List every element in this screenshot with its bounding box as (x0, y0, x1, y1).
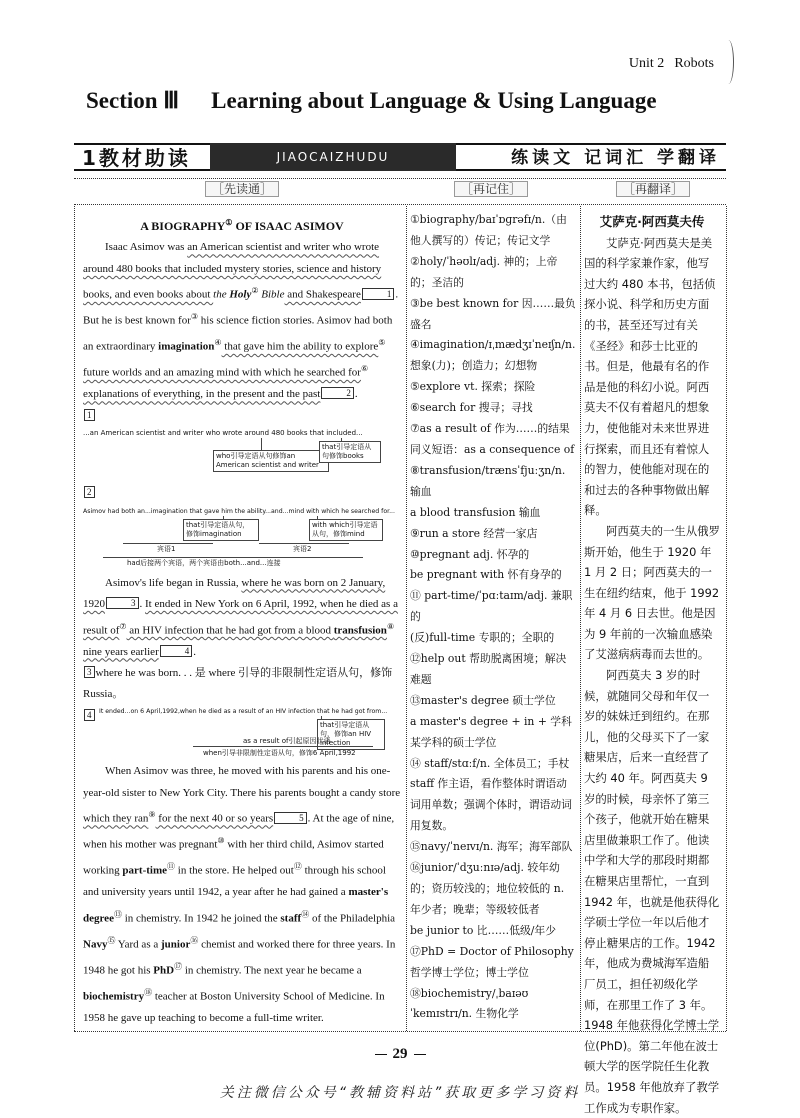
analysis-marker-2: 2 (84, 486, 95, 498)
note-marker: ① (225, 218, 233, 227)
left-border (74, 206, 75, 1031)
note-marker: ⑥ (360, 364, 369, 374)
vocab-entry: ⑮navy/ˈneɪvɪ/n. 海军；海军部队 (410, 840, 573, 854)
note-marker: ⑬ (113, 909, 122, 919)
text-run: in chemistry. The next year he became a (182, 964, 362, 977)
text-run: of the Philadelphia (309, 912, 396, 925)
text-run: the (213, 288, 230, 301)
diagram-note: who引导定语从句修饰an American scientist and writer (213, 450, 329, 472)
vocab-entry: a blood transfusion 输血 (410, 505, 541, 519)
vocab-column (410, 210, 576, 1025)
text-run: and Shakespeare (284, 288, 361, 301)
article-title-rest: OF ISAAC ASIMOV (232, 219, 344, 233)
text-run: that gave him the ability to explore (221, 341, 379, 353)
section-title (86, 88, 714, 114)
diagram-note: that引导定语从句，修饰imagination (183, 519, 259, 541)
vocab-entry: be junior to 比……低级/年少 (410, 923, 557, 937)
vocab-word: junior (160, 938, 191, 951)
vocab-word: master's degree (83, 886, 389, 925)
note-marker: ④ (214, 338, 222, 348)
text-run: . But he is best known for (83, 288, 399, 327)
note-marker: ⑦ (119, 621, 127, 631)
diagram-note: when引导非限制性定语从句，修饰6 April,1992 (203, 749, 356, 758)
vocab-entry: ⑰PhD = Doctor of Philosophy 哲学博士学位；博士学位 (410, 944, 574, 979)
text-run: explanations of everything, in the present and the past (83, 388, 321, 401)
running-header (629, 56, 714, 72)
page-number (0, 1046, 800, 1063)
text-run: where he was born on 2 January, 1920 (83, 576, 386, 611)
vocab-word: PhD (153, 964, 175, 977)
note-marker: ⑭ (301, 909, 310, 919)
dash-right (414, 1054, 426, 1055)
column-divider-1 (406, 206, 407, 1031)
note-marker: ⑰ (174, 961, 183, 971)
vocab-word: imagination (158, 341, 215, 353)
diagram-note: with which引导定语从句，修饰mind (309, 519, 383, 541)
text-run: an American scientist and writer who wrote around 480 books that included mystery stories, science and history books, and even books about (83, 241, 382, 301)
text-run: chemist and worked there for three years. In 1948 he got his (83, 938, 396, 977)
diagram-note: 宾语2 (293, 544, 312, 553)
note-marker: ⑮ (107, 935, 116, 945)
vocab-entry: ②holy/ˈhəʊlɪ/adj. 神的；上帝的；圣洁的 (410, 254, 558, 289)
analysis-marker-3: 3 (84, 666, 95, 678)
vocab-entry: ③be best known for 因……最负盛名 (410, 296, 576, 331)
translation-paragraph-1: 艾萨克·阿西莫夫是美国的科学家兼作家，他写过大约 480 本书，包括侦探小说、科学和历史方面的书，甚至还写过有关《圣经》和莎士比亚的书。但是，他最有名的作品是他的科幻小说。阿西莫夫不仅有着超凡的想象力，使他能对未来世界进行探索，而且还有着惊人的智力，使他能对现在的和过去的各种事物做出解释。 (584, 235, 716, 518)
diagram-note: 宾语1 (157, 544, 176, 553)
diagram-line (193, 746, 373, 747)
vocab-entry: ⑬master's degree 硕士学位 (410, 693, 556, 707)
text-run: his science fiction stories. Asimov had both an extraordinary (83, 314, 393, 353)
diagram-line (123, 543, 213, 544)
banner-left: 1教材助读 (74, 143, 210, 171)
vocab-entry: be pregnant with 怀有身孕的 (410, 568, 562, 582)
banner (74, 143, 726, 171)
topic-label: Robots (674, 56, 714, 71)
text-run: teacher at Boston University School of Medicine. In 1958 he gave up teaching to become a full-time writer. (83, 990, 385, 1024)
text-run: . (139, 598, 145, 611)
note-marker: ⑤ (378, 338, 386, 348)
text-run: in chemistry. In 1942 he joined the (121, 912, 281, 925)
vocab-entry: ⑱biochemistry/ˌbaɪəʊˈkemɪstrɪ/n. 生物化学 (410, 986, 529, 1021)
text-run: an HIV infection that he had got from a blood (126, 624, 334, 637)
translation-column (584, 212, 720, 1118)
vocab-word: biochemistry (83, 990, 145, 1003)
note-marker: ⑪ (167, 862, 176, 872)
text-run: It ended in New York on 6 April, 1992, when he died as a result of (83, 598, 398, 637)
note-3-text: where he was born. . . 是 where 引导的非限制性定语从句，修饰 Russia。 (83, 666, 393, 701)
head-divider (74, 204, 726, 205)
right-border (726, 206, 727, 1031)
vocab-word: transfusion (333, 624, 387, 637)
dash-left (375, 1054, 387, 1055)
diagram-sentence: Asimov had both an...imagination that gave him the ability...and...mind with which he searched for... (83, 507, 395, 515)
translation-paragraph-2: 阿西莫夫的一生从俄罗斯开始，他生于 1920 年 1 月 2 日；阿西莫夫的一生在纽约结束，他于 1992 年 4 月 6 日去世。他是因为 9 年前的一次输血感染了艾滋病病毒而去世的。 (584, 523, 720, 662)
text-run: through his school and university years until 1942, a year after he had gained a (83, 864, 386, 899)
analysis-diagram-2 (83, 507, 401, 571)
note-3 (83, 663, 401, 706)
text-run: Isaac Asimov was (105, 241, 188, 254)
diagram-note: as a result of引起原因状语 (243, 737, 331, 746)
analysis-marker-1: 1 (84, 409, 95, 421)
unit-label: Unit 2 (628, 56, 665, 71)
diagram-sentence: ...an American scientist and writer who wrote around 480 books that included... (83, 429, 363, 438)
banner-right: 练读文 记词汇 学翻译 (456, 143, 726, 171)
vocab-entry: ①biography/baɪˈɒɡrəfɪ/n.（由他人撰写的）传记；传记文学 (410, 213, 567, 247)
text-run: . (354, 388, 358, 401)
diagram-note: that引导定语从句修饰books (319, 441, 381, 463)
sentence-marker: 1 (362, 288, 395, 300)
text-run: with her third child, Asimov started working (83, 838, 384, 877)
text-run: Yard as a (115, 938, 161, 951)
vocab-entry: ⑥search for 搜寻；寻找 (410, 401, 533, 415)
analysis-marker-4: 4 (84, 709, 95, 721)
paragraph-1 (83, 237, 401, 405)
sentence-marker: 4 (160, 645, 193, 657)
text-run: for the next 40 or so years (155, 812, 274, 825)
column-divider-2 (580, 206, 581, 1031)
vocab-entry: ④imagination/ɪˌmædʒɪˈneɪʃn/n. 想象(力)；创造力；幻想物 (410, 338, 576, 373)
column-head-remember (406, 180, 576, 197)
vocab-entry: ⑭ staff/stɑːf/n. 全体员工；手杖 (410, 756, 570, 770)
note-marker: ⑯ (190, 935, 199, 945)
text-run: Bible (258, 288, 285, 301)
translation-paragraph-3: 阿西莫夫 3 岁的时候，就随同父母和年仅一岁的妹妹迁到纽约。在那儿，他的父母买下了一家糖果店，后来一直经营了大约 40 年。阿西莫夫 9 岁的时候，母亲怀了第三个孩子，他就开始在糖果店里做兼职工作了。他读中学和大学的那段时期都在糖果店里帮忙，一直到 1942 年，也就是他获得化学硕士学位一年以后他才停止糖果店的工作。1942 年，他成为费城海军造船厂员工，担任初级化学师，在那里工作了 3 年。1948 年他获得化学博士学位(PhD)。第二年他在波士顿大学的医学院任生化教员。1958 年他放弃了教学工作成为专职作家。 (584, 668, 720, 1115)
vocab-word: Holy (229, 288, 252, 301)
paragraph-3 (83, 761, 401, 1029)
reading-column (83, 212, 401, 1029)
note-marker: ⑧ (386, 621, 395, 631)
column-head-translate (580, 180, 726, 197)
translation-title: 艾萨克·阿西莫夫传 (599, 214, 705, 229)
vocab-entry: ⑤explore vt. 探索；探险 (410, 380, 536, 394)
note-marker: ⑩ (217, 836, 225, 846)
column-head-remember-label: ［再记住］ (454, 181, 528, 197)
note-marker: ⑫ (293, 862, 302, 872)
note-marker: ② (251, 286, 259, 296)
article-title-text: A BIOGRAPHY (140, 219, 226, 233)
vocab-word: Navy (83, 938, 108, 951)
diagram-sentence: It ended...on 6 April,1992,when he died as a result of an HIV infection that he had got from... (99, 708, 388, 716)
vocab-entry: ⑪ part-time/ˈpɑːtaɪm/adj. 兼职的 (410, 589, 573, 624)
vocab-word: part-time (122, 864, 168, 877)
vocab-entry: ⑫help out 帮助脱离困境；解决难题 (410, 652, 567, 686)
vocab-entry: ⑧transfusion/trænsˈfjuːʒn/n. 输血 (410, 463, 566, 498)
diagram-note: had后接两个宾语，两个宾语由both...and...连接 (127, 558, 281, 567)
analysis-diagram-1 (83, 429, 401, 481)
text-run: in the store. He helped out (175, 864, 294, 877)
vocab-word: staff (280, 912, 302, 925)
diagram-line (103, 557, 363, 558)
paragraph-2 (83, 573, 401, 663)
vocab-entry: (反)full-time 专职的；全职的 (410, 631, 555, 645)
vocab-entry: ⑨run a store 经营一家店 (410, 526, 538, 540)
vocab-entry: ⑩pregnant adj. 怀孕的 (410, 547, 530, 561)
section-name: Learning about Language & Using Language (211, 88, 657, 113)
vocab-entry: 同义短语：as a consequence of (410, 442, 575, 456)
sentence-marker: 3 (106, 597, 139, 609)
text-run: which they ran (83, 812, 149, 825)
column-head-read-label: ［先读通］ (205, 181, 279, 197)
note-marker: ⑱ (144, 987, 153, 997)
text-run: future worlds and an amazing mind with which he searched for (83, 367, 361, 380)
top-divider (74, 178, 726, 179)
section-number: Section Ⅲ (86, 88, 180, 113)
diagram-line (261, 438, 262, 450)
diagram-line (259, 543, 349, 544)
text-run: . (193, 645, 196, 658)
note-marker: ⑨ (148, 810, 156, 819)
text-run: . At the age of nine, when his mother was pregnant (83, 812, 395, 851)
vocab-entry: ⑦as a result of 作为……的结果 (410, 422, 570, 436)
diagram-note: that引导定语从句，修饰an HIV infection (317, 719, 385, 750)
note-marker: ③ (190, 312, 199, 322)
banner-mid: JIAOCAIZHUDU (210, 143, 456, 171)
page-number-text: 29 (392, 1046, 408, 1062)
column-head-translate-label: ［再翻译］ (616, 181, 690, 197)
footer-note: 关注微信公众号“教辅资料站”获取更多学习资料 (219, 1085, 581, 1101)
sentence-marker: 5 (274, 812, 307, 824)
vocab-entry: staff 作主语，看作整体时谓语动词用单数；强调个体时，谓语动词用复数。 (410, 777, 572, 833)
vocab-entry: a master's degree + in + 学科 某学科的硕士学位 (410, 714, 572, 749)
sentence-marker: 2 (321, 387, 354, 399)
article-title (83, 212, 401, 237)
column-head-read (83, 180, 401, 197)
text-run: When Asimov was three, he moved with his parents and his one-year-old sister to New York City. There his parents bought a candy store (83, 765, 401, 799)
corner-curl (723, 40, 734, 84)
vocab-entry: ⑯junior/ˈdʒuːnɪə/adj. 较年幼的；资历较浅的；地位较低的 n. 年少者；晚辈；等级较低者 (410, 861, 565, 916)
text-run: Asimov's life began in Russia, (105, 576, 242, 589)
text-run: nine years earlier (83, 645, 159, 658)
analysis-diagram-4 (99, 707, 401, 759)
